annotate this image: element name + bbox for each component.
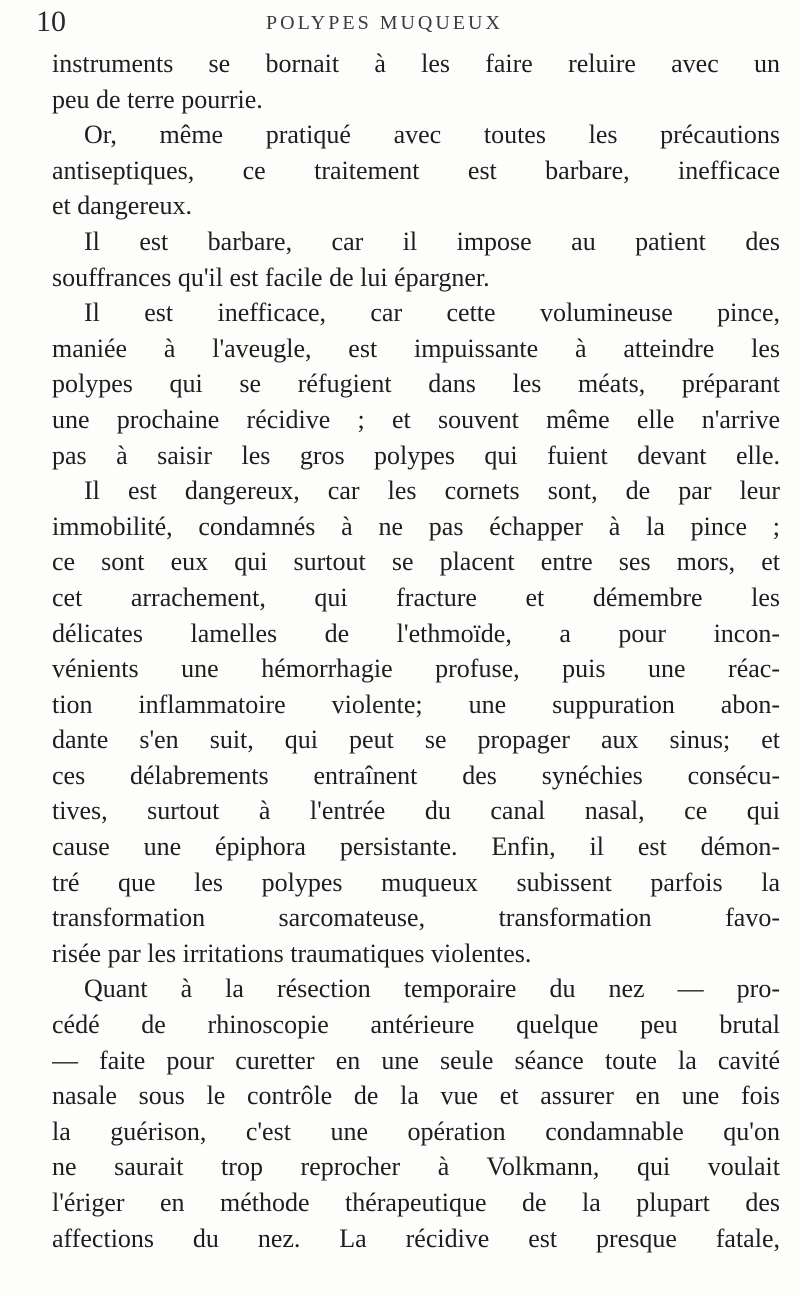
text-line: Quant à la résection temporaire du nez — pro- bbox=[84, 974, 780, 1004]
text-line: délicates lamelles de l'ethmoïde, a pour incon- bbox=[52, 618, 780, 648]
text-line: peu de terre pourrie. bbox=[52, 84, 263, 114]
body-text bbox=[52, 46, 780, 1256]
text-line: et dangereux. bbox=[52, 191, 193, 221]
text-line: polypes qui se réfugient dans les méats, préparant bbox=[52, 369, 780, 399]
text-line: pas à saisir les gros polypes qui fuient devant elle. bbox=[52, 440, 780, 470]
text-line: tré que les polypes muqueux subissent parfois la bbox=[52, 867, 780, 897]
text-line: — faite pour curetter en une seule séance toute la cavité bbox=[52, 1045, 780, 1075]
text-line: ces délabrements entraînent des synéchies consécu- bbox=[52, 760, 780, 790]
text-line: vénients une hémorrhagie profuse, puis une réac- bbox=[52, 654, 780, 684]
text-line: cédé de rhinoscopie antérieure quelque peu brutal bbox=[52, 1010, 780, 1040]
text-line: nasale sous le contrôle de la vue et assurer en une fois bbox=[52, 1081, 780, 1111]
text-line: dante s'en suit, qui peut se propager aux sinus; et bbox=[52, 725, 780, 755]
text-line: cet arrachement, qui fracture et démembre les bbox=[52, 582, 780, 612]
text-line: Il est dangereux, car les cornets sont, de par leur bbox=[84, 476, 780, 506]
text-line: ce sont eux qui surtout se placent entre ses mors, et bbox=[52, 547, 780, 577]
text-line: ne saurait trop reprocher à Volkmann, qui voulait bbox=[52, 1152, 780, 1182]
text-line: cause une épiphora persistante. Enfin, il est démon- bbox=[52, 832, 780, 862]
text-line: souffrances qu'il est facile de lui épargner. bbox=[52, 262, 490, 292]
text-line: maniée à l'aveugle, est impuissante à atteindre les bbox=[52, 333, 780, 363]
text-line: transformation sarcomateuse, transformation favo- bbox=[52, 903, 780, 933]
page-header bbox=[36, 4, 766, 40]
text-line: l'ériger en méthode thérapeutique de la plupart des bbox=[52, 1188, 780, 1217]
text-line: Il est inefficace, car cette volumineuse pince, bbox=[84, 298, 780, 328]
text-line: tives, surtout à l'entrée du canal nasal, ce qui bbox=[52, 796, 780, 826]
running-title: POLYPES MUQUEUX bbox=[266, 12, 503, 34]
text-line: risée par les irritations traumatiques violentes. bbox=[52, 938, 532, 968]
text-line: Or, même pratiqué avec toutes les précautions bbox=[84, 120, 780, 150]
text-line: une prochaine récidive ; et souvent même elle n'arrive bbox=[52, 404, 780, 434]
text-line: affections du nez. La récidive est presque fatale, bbox=[52, 1223, 780, 1253]
text-line: Il est barbare, car il impose au patient des bbox=[84, 226, 780, 256]
text-line: tion inflammatoire violente; une suppuration abon- bbox=[52, 689, 780, 719]
text-line: antiseptiques, ce traitement est barbare, inefficace bbox=[52, 155, 780, 185]
page-number: 10 bbox=[36, 5, 66, 38]
text-line: immobilité, condamnés à ne pas échapper à la pince ; bbox=[52, 511, 780, 541]
text-line: la guérison, c'est une opération condamnable qu'on bbox=[52, 1116, 780, 1146]
text-line: instruments se bornait à les faire reluire avec un bbox=[52, 49, 780, 78]
